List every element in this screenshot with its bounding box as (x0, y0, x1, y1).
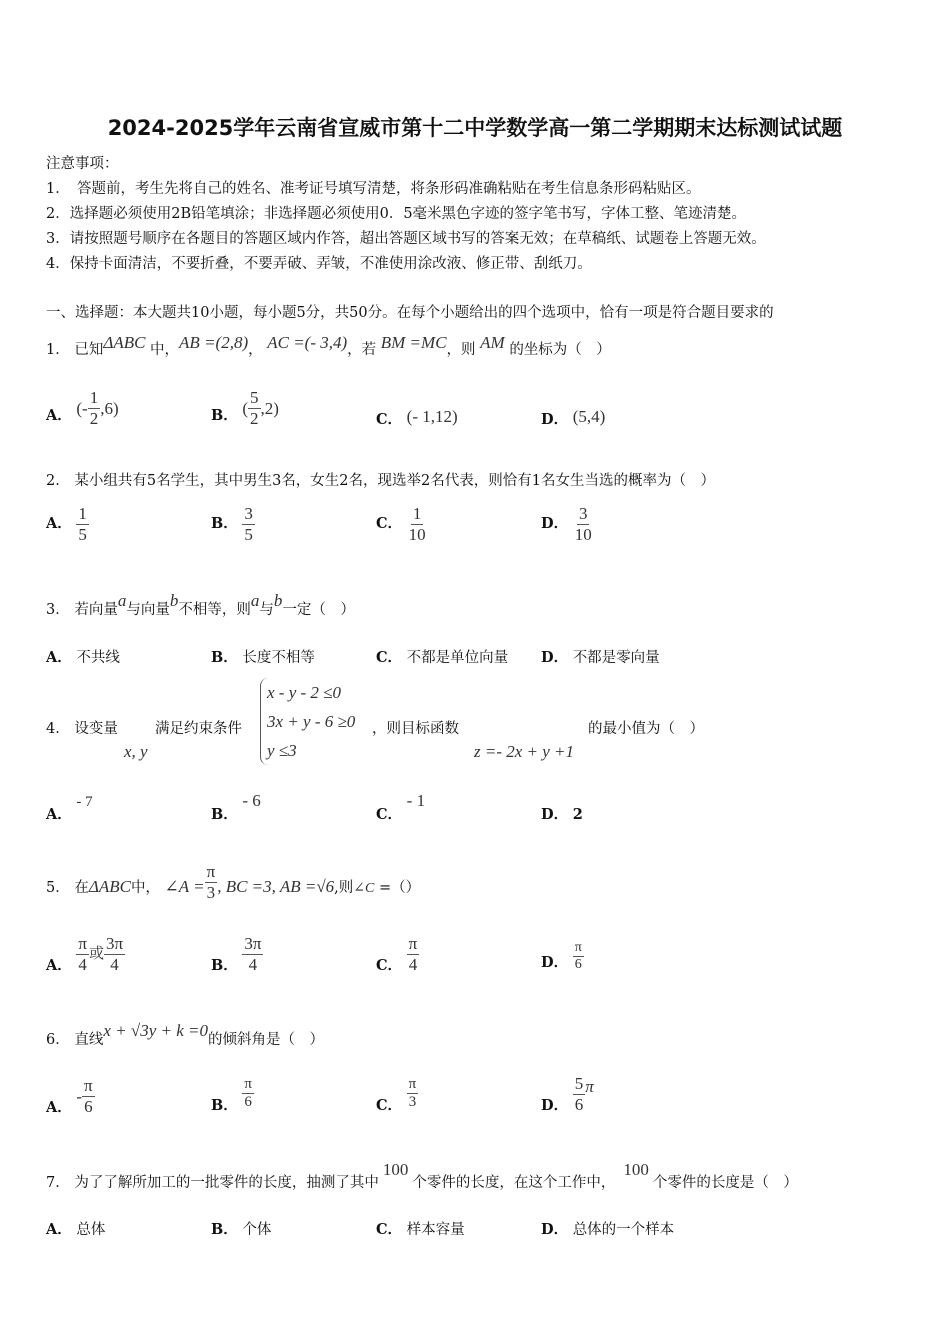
math-expr: x + √3y + k =0 (103, 1021, 208, 1040)
page-title: 2024-2025学年云南省宣威市第十二中学数学高一第二学期期末达标测试试题 (107, 116, 843, 140)
question-text: 某小组共有5名学生，其中男生3名，女生2名，现选举2名代表，则恰有1名女生当选的概率为（ ） (74, 473, 715, 489)
option-d[interactable]: D． 2 (541, 806, 583, 823)
math-expr: AB =(2,8) (179, 333, 249, 352)
question-text: 个零件的长度是（ ） (652, 1175, 798, 1191)
question-number: 5． (46, 880, 70, 897)
math-expr: ΔABC (88, 877, 131, 897)
question-text: 已知 (74, 342, 104, 358)
option-c[interactable]: C． 不都是单位向量 (376, 649, 509, 666)
option-c[interactable]: C． (- 1,12) (376, 407, 458, 428)
notice-item: 1． 答题前，考生先将自己的姓名、准考证号填写清楚，将条形码准确粘贴在考生信息条形码粘贴区。 (46, 181, 701, 197)
math-expr: x, y (124, 742, 148, 761)
constraint: y ≤3 (267, 741, 297, 760)
question-2 (46, 469, 715, 490)
question-text: ，则 (446, 342, 476, 358)
option-c[interactable]: C． $\frac{1}{10}$ (376, 504, 426, 544)
option-b[interactable]: B． 个体 (211, 1221, 272, 1238)
notice-heading: 注意事项： (46, 156, 119, 172)
math-expr: b (273, 591, 283, 610)
question-text: 的最小值为（ ） (588, 721, 704, 737)
question-text: ，若 (347, 342, 377, 358)
question-number: 7． (46, 1175, 70, 1191)
option-a[interactable]: A． $\frac{\pi}{4}$ 或 $\frac{3\pi}{4}$ (46, 934, 124, 975)
math-expr: b (169, 591, 179, 610)
option-a[interactable]: A． - $\frac{\pi}{6}$ (46, 1076, 93, 1117)
question-number: 6． (46, 1032, 70, 1048)
constraint: x - y - 2 ≤0 (267, 683, 341, 702)
math-expr: $\frac{\pi}{3}$ (206, 862, 216, 902)
math-expr: a (117, 591, 127, 610)
question-text: ，则目标函数 (372, 721, 459, 737)
option-a[interactable]: A． - 7 (46, 794, 93, 823)
question-text: 中， (130, 880, 160, 897)
math-expr: BM =MC (380, 333, 447, 352)
question-6 (46, 1021, 324, 1049)
option-b[interactable]: B． ( $\frac{5}{2}$ ,2) (211, 388, 279, 428)
section-heading: 一、选择题：本大题共10小题，每小题5分，共50分。在每个小题给出的四个选项中，恰有一项是符合题目要求的 (46, 305, 774, 321)
option-a[interactable]: A． (- $\frac{1}{2}$ ,6) (46, 388, 119, 428)
math-expr: a (250, 591, 260, 610)
question-text: 与 (259, 602, 274, 618)
question-text: 满足约束条件 (155, 721, 242, 737)
question-text: ,则 (334, 880, 354, 897)
notice-item: 2．选择题必须使用2B铅笔填涂；非选择题必须使用0．5毫米黑色字迹的签字笔书写，字体工整、笔迹清楚。 (46, 206, 747, 222)
question-text: 中， (150, 342, 180, 358)
question-text: 个零件的长度，在这个工作中， (412, 1175, 616, 1191)
option-d[interactable]: D． $\frac{3}{10}$ (541, 504, 592, 544)
notice-item: 3．请按照题号顺序在各题目的答题区域内作答，超出答题区域书写的答案无效；在草稿纸、试题卷上答题无效。 (46, 231, 766, 247)
option-d[interactable]: D． (5,4) (541, 407, 606, 428)
math-expr: 100 (382, 1160, 409, 1179)
option-b[interactable]: B． - 6 (211, 791, 261, 823)
question-text: 的坐标为（ ） (509, 342, 611, 358)
question-text: 与向量 (126, 602, 170, 618)
option-b[interactable]: B． $\frac{3\pi}{4}$ (211, 934, 262, 975)
question-1 (46, 333, 611, 359)
question-5 (46, 862, 421, 908)
math-expr: ΔABC (103, 333, 146, 352)
question-7 (46, 1160, 798, 1192)
option-d[interactable]: D． 总体的一个样本 (541, 1221, 675, 1238)
option-c[interactable]: C． $\frac{\pi}{4}$ (376, 934, 418, 975)
math-expr: AC =(- 3,4) (267, 333, 348, 352)
question-4 (46, 717, 118, 738)
option-c[interactable]: C． $\frac{\pi}{3}$ (376, 1076, 417, 1114)
question-text: 在 (74, 880, 89, 897)
option-a[interactable]: A． $\frac{1}{5}$ (46, 504, 87, 544)
question-3 (46, 591, 355, 619)
question-text: 一定（ ） (282, 602, 355, 618)
question-text: ， (248, 342, 263, 358)
question-text: 为了了解所加工的一批零件的长度，抽测了其中 (74, 1175, 379, 1191)
question-text: 若向量 (74, 602, 118, 618)
question-text: 不相等，则 (178, 602, 251, 618)
option-a[interactable]: A． 不共线 (46, 649, 120, 666)
question-text: 直线 (74, 1032, 104, 1048)
question-number: 3． (46, 602, 70, 618)
question-number: 2． (46, 473, 70, 489)
constraint-system (260, 678, 355, 765)
math-expr: 100 (623, 1160, 649, 1179)
option-d[interactable]: D． $\frac{\pi}{6}$ (541, 940, 582, 973)
question-text: =（） (374, 880, 421, 897)
math-expr: AM (480, 333, 505, 352)
math-expr: , BC =3, AB =√6 (217, 877, 335, 897)
math-expr: ∠C (353, 881, 375, 897)
question-number: 1． (46, 342, 70, 358)
math-expr: z =- 2x + y +1 (474, 742, 575, 761)
question-text: 的倾斜角是（ ） (207, 1032, 324, 1048)
option-c[interactable]: C． 样本容量 (376, 1221, 465, 1238)
math-expr: ∠A = (164, 877, 205, 897)
option-b[interactable]: B． 长度不相等 (211, 649, 315, 666)
question-text: 设变量 (74, 721, 118, 737)
question-number: 4． (46, 721, 70, 737)
notice-item: 4．保持卡面清洁，不要折叠，不要弄破、弄皱，不准使用涂改液、修正带、刮纸刀。 (46, 256, 592, 272)
option-b[interactable]: B． $\frac{3}{5}$ (211, 504, 253, 544)
option-c[interactable]: C． - 1 (376, 791, 426, 823)
option-b[interactable]: B． $\frac{\pi}{6}$ (211, 1076, 252, 1114)
option-a[interactable]: A． 总体 (46, 1221, 106, 1238)
constraint: 3x + y - 6 ≥0 (267, 712, 356, 731)
option-d[interactable]: D． 不都是零向量 (541, 649, 660, 666)
option-d[interactable]: D． $\frac{5}{6}$ π (541, 1074, 594, 1115)
